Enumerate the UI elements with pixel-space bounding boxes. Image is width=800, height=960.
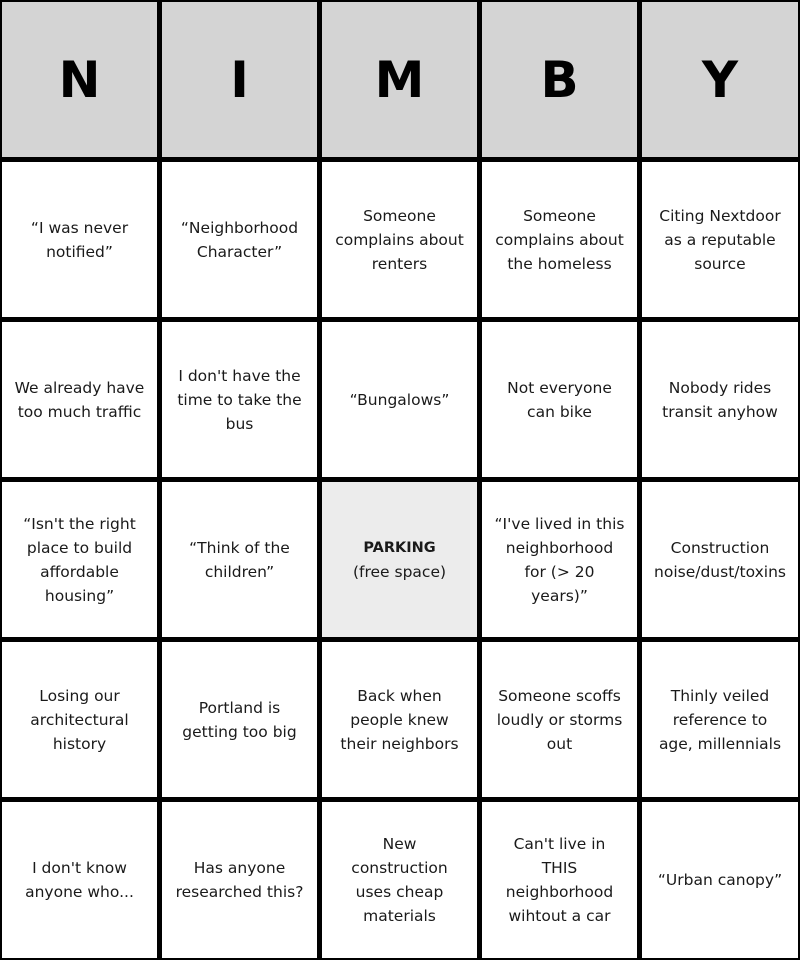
bingo-square[interactable]: [2, 642, 157, 797]
square-text: Someone complains about the homeless: [495, 206, 624, 273]
bingo-square[interactable]: [642, 802, 798, 958]
bingo-square[interactable]: [2, 802, 157, 958]
header-letter-y: Y: [642, 2, 798, 157]
square-text: We already have too much traffic: [14, 378, 145, 421]
square-text: “Urban canopy”: [657, 871, 783, 889]
square-text: Citing Nextdoor as a reputable source: [659, 206, 781, 273]
square-text: “Isn't the right place to build affordable housing”: [23, 514, 136, 605]
free-space-square[interactable]: [322, 482, 477, 637]
bingo-square[interactable]: [322, 162, 477, 317]
square-text: “I've lived in this neighborhood for (> 20 years)”: [494, 514, 625, 605]
header-letter-b: B: [482, 2, 637, 157]
square-text: Someone scoffs loudly or storms out: [496, 686, 623, 753]
bingo-square[interactable]: [322, 642, 477, 797]
bingo-square[interactable]: [2, 322, 157, 477]
bingo-square[interactable]: [162, 802, 317, 958]
bingo-square[interactable]: [162, 642, 317, 797]
square-text: New construction uses cheap materials: [351, 835, 448, 925]
square-text: Construction noise/dust/toxins: [654, 538, 786, 581]
bingo-square[interactable]: [162, 322, 317, 477]
square-text: I don't have the time to take the bus: [177, 366, 302, 433]
bingo-square[interactable]: [482, 802, 637, 958]
free-space-subtitle: (free space): [352, 562, 447, 581]
bingo-square[interactable]: [482, 642, 637, 797]
square-text: Losing our architectural history: [30, 686, 129, 753]
bingo-square[interactable]: [162, 482, 317, 637]
bingo-square[interactable]: [482, 162, 637, 317]
square-text: “I was never notified”: [30, 218, 129, 261]
square-text: Portland is getting too big: [182, 698, 297, 741]
square-text: Nobody rides transit anyhow: [662, 378, 778, 421]
bingo-square[interactable]: [162, 162, 317, 317]
square-text: Back when people knew their neighbors: [340, 686, 459, 753]
bingo-square[interactable]: [322, 322, 477, 477]
header-letter-n: N: [2, 2, 157, 157]
square-text: Thinly veiled reference to age, millennials: [658, 686, 782, 753]
bingo-square[interactable]: [2, 482, 157, 637]
square-text: Not everyone can bike: [507, 378, 612, 421]
square-text: I don't know anyone who...: [25, 859, 134, 901]
bingo-square[interactable]: [482, 322, 637, 477]
square-text: “Think of the children”: [189, 538, 290, 581]
square-text: “Bungalows”: [349, 390, 450, 409]
bingo-square[interactable]: [2, 162, 157, 317]
square-text: Can't live in THIS neighborhood wihtout a car: [505, 835, 614, 925]
square-text: “Neighborhood Character”: [180, 218, 299, 261]
bingo-square[interactable]: [642, 322, 798, 477]
square-text: Someone complains about renters: [335, 206, 464, 273]
bingo-square[interactable]: [482, 482, 637, 637]
header-letter-i: I: [162, 2, 317, 157]
bingo-square[interactable]: [642, 482, 798, 637]
bingo-square[interactable]: [322, 802, 477, 958]
bingo-square[interactable]: [642, 642, 798, 797]
header-letter-m: M: [322, 2, 477, 157]
free-space-title: PARKING: [363, 539, 436, 556]
square-text: Has anyone researched this?: [175, 859, 304, 901]
bingo-square[interactable]: [642, 162, 798, 317]
